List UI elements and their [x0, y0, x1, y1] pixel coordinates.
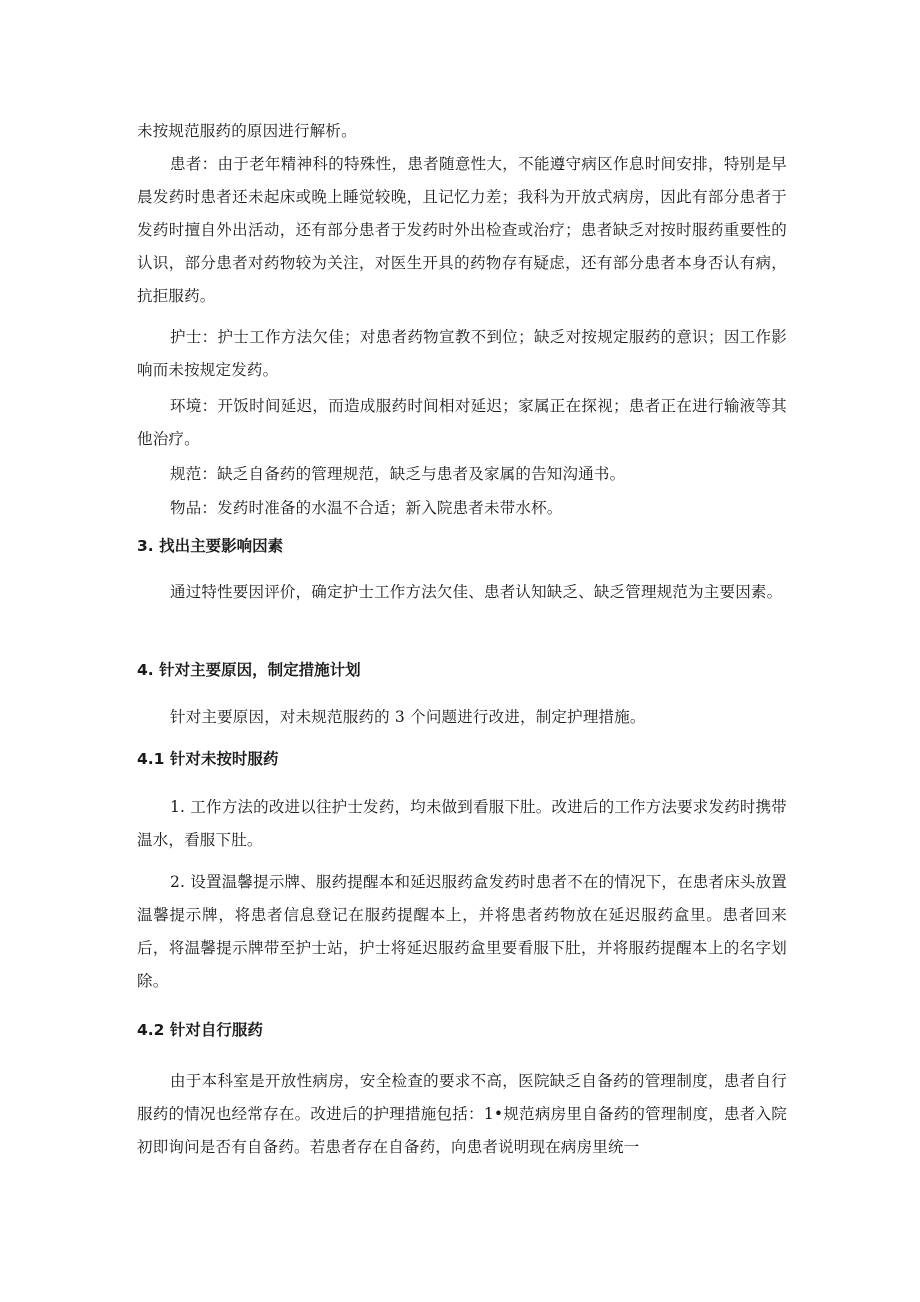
paragraph-environment-factors: 环境：开饭时间延迟，而造成服药时间相对延迟；家属正在探视；患者正在进行输液等其他治疗。 — [137, 397, 787, 448]
paragraph-section-4-1-item-1: 1. 工作方法的改进以往护士发药，均未做到看服下肚。改进后的工作方法要求发药时携带温水，看服下肚。 — [137, 798, 787, 849]
paragraph-intro: 未按规范服药的原因进行解析。 — [137, 122, 357, 140]
heading-section-3: 3. 找出主要影响因素 — [137, 537, 284, 555]
paragraph-section-4: 针对主要原因，对未规范服药的 3 个问题进行改进，制定护理措施。 — [170, 708, 646, 726]
heading-section-4-1: 4.1 针对未按时服药 — [137, 750, 279, 768]
paragraph-patient-factors: 患者：由于老年精神科的特殊性，患者随意性大，不能遵守病区作息时间安排，特别是早晨发药时患者还未起床或晚上睡觉较晚，且记忆力差；我科为开放式病房，因此有部分患者于发药时擅自外出活动，还有部分患者于发药时外出检查或治疗；患者缺乏对按时服药重要性的认识，部分患者对药物较为关注，对医生开具的药物存有疑虑，还有部分患者本身否认有病，抗拒服药。 — [137, 155, 787, 305]
heading-section-4-2: 4.2 针对自行服药 — [137, 1021, 263, 1039]
paragraph-section-4-1-item-2: 2. 设置温馨提示牌、服药提醒本和延迟服药盒发药时患者不在的情况下，在患者床头放置温馨提示牌，将患者信息登记在服药提醒本上，并将患者药物放在延迟服药盒里。患者回来后，将温馨提示牌带至护士站，护士将延迟服药盒里要看服下肚，并将服药提醒本上的名字划除。 — [137, 873, 787, 990]
paragraph-section-3: 通过特性要因评价，确定护士工作方法欠佳、患者认知缺乏、缺乏管理规范为主要因素。 — [170, 583, 783, 601]
paragraph-items-factors: 物品：发药时准备的水温不合适；新入院患者未带水杯。 — [170, 499, 563, 517]
heading-section-4: 4. 针对主要原因，制定措施计划 — [137, 661, 361, 679]
paragraph-section-4-2: 由于本科室是开放性病房，安全检查的要求不高，医院缺乏自备药的管理制度，患者自行服药的情况也经常存在。改进后的护理措施包括：1•规范病房里自备药的管理制度，患者入院初即询问是否有自备药。若患者存在自备药，向患者说明现在病房里统一 — [137, 1072, 787, 1156]
paragraph-nurse-factors: 护士：护士工作方法欠佳；对患者药物宣教不到位；缺乏对按规定服药的意识；因工作影响而未按规定发药。 — [137, 328, 787, 379]
paragraph-norms-factors: 规范：缺乏自备药的管理规范，缺乏与患者及家属的告知沟通书。 — [170, 465, 626, 483]
